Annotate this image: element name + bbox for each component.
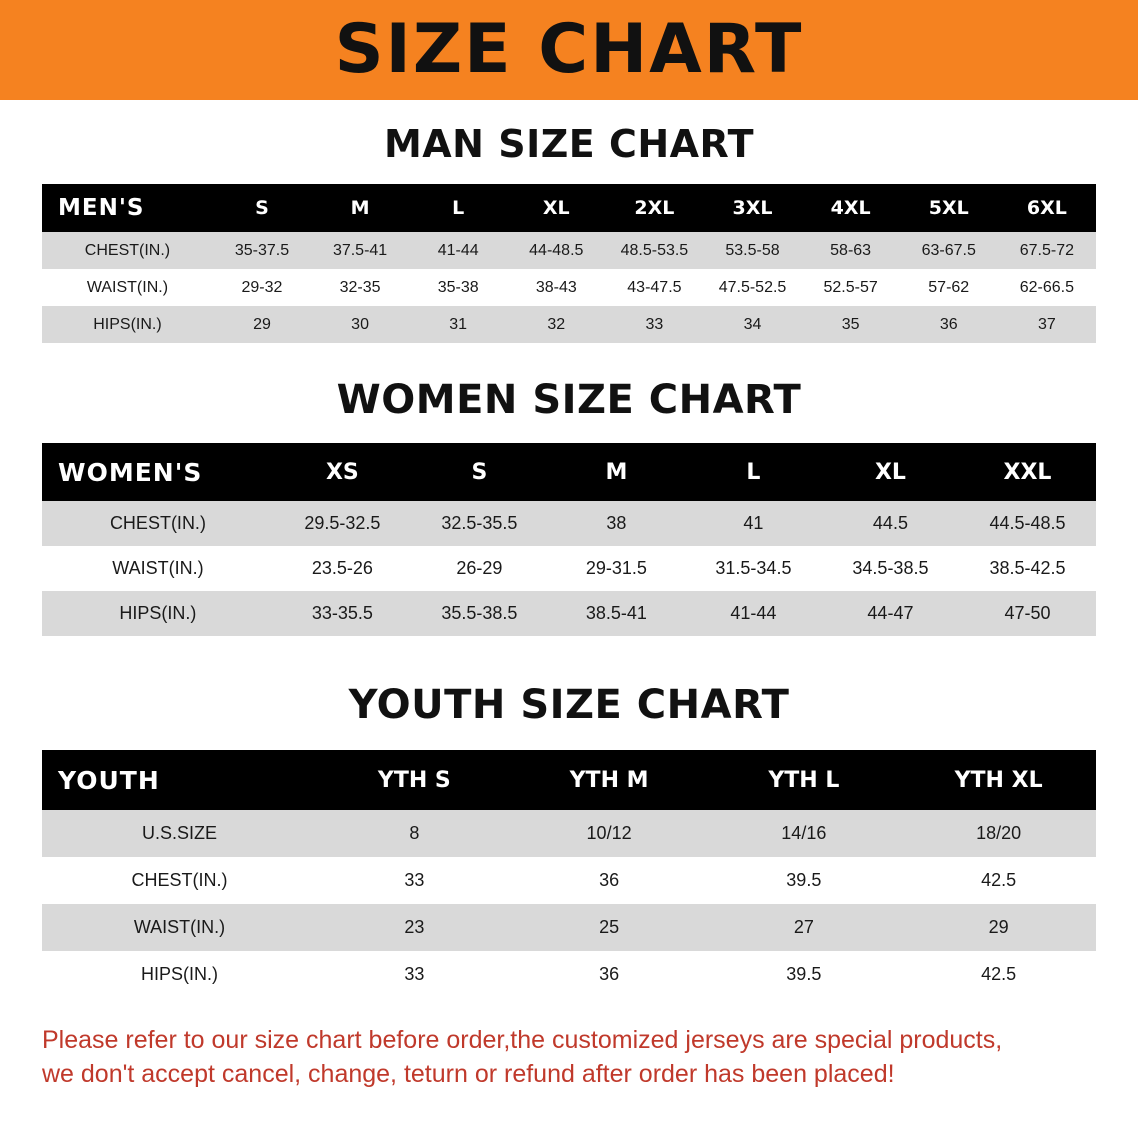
table-cell: 25 bbox=[512, 904, 707, 951]
table-row bbox=[42, 269, 1096, 306]
table-cell: 35.5-38.5 bbox=[411, 591, 548, 636]
women-section-title: WOMEN SIZE CHART bbox=[336, 377, 802, 423]
table-cell: 32 bbox=[507, 306, 605, 343]
row-label: WAIST(IN.) bbox=[42, 269, 213, 306]
women-size-table bbox=[42, 443, 1096, 636]
table-row bbox=[42, 857, 1096, 904]
row-label: U.S.SIZE bbox=[42, 810, 317, 857]
table-cell: 26-29 bbox=[411, 546, 548, 591]
man-size-table bbox=[42, 184, 1096, 343]
table-cell: 36 bbox=[900, 306, 998, 343]
table-cell: 36 bbox=[512, 857, 707, 904]
column-header: M bbox=[311, 184, 409, 232]
table-cell: 37 bbox=[998, 306, 1096, 343]
table-header-row bbox=[42, 184, 1096, 232]
table-cell: 63-67.5 bbox=[900, 232, 998, 269]
column-header: XXL bbox=[959, 443, 1096, 501]
column-header: S bbox=[411, 443, 548, 501]
man-section-title: MAN SIZE CHART bbox=[383, 122, 755, 166]
table-cell: 35 bbox=[802, 306, 900, 343]
banner bbox=[0, 0, 1138, 100]
table-cell: 44-47 bbox=[822, 591, 959, 636]
table-cell: 53.5-58 bbox=[703, 232, 801, 269]
column-header: 2XL bbox=[605, 184, 703, 232]
column-header: M bbox=[548, 443, 685, 501]
table-header-row bbox=[42, 443, 1096, 501]
table-cell: 41-44 bbox=[409, 232, 507, 269]
column-header: YTH XL bbox=[901, 750, 1096, 810]
table-cell: 36 bbox=[512, 951, 707, 998]
column-header: XS bbox=[274, 443, 411, 501]
row-label: HIPS(IN.) bbox=[42, 591, 274, 636]
column-header: XL bbox=[822, 443, 959, 501]
row-label: HIPS(IN.) bbox=[42, 306, 213, 343]
column-header: YTH L bbox=[706, 750, 901, 810]
table-cell: 44-48.5 bbox=[507, 232, 605, 269]
table-cell: 44.5 bbox=[822, 501, 959, 546]
table-cell: 42.5 bbox=[901, 857, 1096, 904]
youth-size-table-wrap bbox=[42, 750, 1096, 998]
table-cell: 47-50 bbox=[959, 591, 1096, 636]
column-header: S bbox=[213, 184, 311, 232]
table-cell: 29 bbox=[901, 904, 1096, 951]
table-cell: 8 bbox=[317, 810, 512, 857]
table-row bbox=[42, 951, 1096, 998]
table-cell: 29-32 bbox=[213, 269, 311, 306]
table-header-row bbox=[42, 750, 1096, 810]
table-cell: 38.5-42.5 bbox=[959, 546, 1096, 591]
column-header: YTH M bbox=[512, 750, 707, 810]
table-cell: 35-38 bbox=[409, 269, 507, 306]
column-header: XL bbox=[507, 184, 605, 232]
table-cell: 41-44 bbox=[685, 591, 822, 636]
table-cell: 34.5-38.5 bbox=[822, 546, 959, 591]
table-row bbox=[42, 810, 1096, 857]
women-size-table-wrap bbox=[42, 443, 1096, 636]
column-header: 4XL bbox=[802, 184, 900, 232]
column-header: WOMEN'S bbox=[42, 443, 274, 501]
row-label: CHEST(IN.) bbox=[42, 501, 274, 546]
row-label: WAIST(IN.) bbox=[42, 904, 317, 951]
row-label: HIPS(IN.) bbox=[42, 951, 317, 998]
column-header: YOUTH bbox=[42, 750, 317, 810]
man-size-table-wrap bbox=[42, 184, 1096, 343]
column-header: 5XL bbox=[900, 184, 998, 232]
table-cell: 42.5 bbox=[901, 951, 1096, 998]
table-row bbox=[42, 904, 1096, 951]
table-cell: 18/20 bbox=[901, 810, 1096, 857]
table-cell: 38.5-41 bbox=[548, 591, 685, 636]
table-cell: 31 bbox=[409, 306, 507, 343]
table-cell: 39.5 bbox=[706, 951, 901, 998]
table-cell: 47.5-52.5 bbox=[703, 269, 801, 306]
table-cell: 43-47.5 bbox=[605, 269, 703, 306]
table-cell: 23 bbox=[317, 904, 512, 951]
table-cell: 62-66.5 bbox=[998, 269, 1096, 306]
table-cell: 39.5 bbox=[706, 857, 901, 904]
table-cell: 32-35 bbox=[311, 269, 409, 306]
youth-section-title: YOUTH SIZE CHART bbox=[348, 682, 790, 728]
table-cell: 33-35.5 bbox=[274, 591, 411, 636]
disclaimer-line-1: Please refer to our size chart before order,the customized jerseys are special products, bbox=[42, 1026, 1003, 1054]
table-cell: 33 bbox=[317, 951, 512, 998]
table-cell: 29.5-32.5 bbox=[274, 501, 411, 546]
table-cell: 41 bbox=[685, 501, 822, 546]
table-cell: 58-63 bbox=[802, 232, 900, 269]
table-cell: 35-37.5 bbox=[213, 232, 311, 269]
column-header: 6XL bbox=[998, 184, 1096, 232]
disclaimer-note bbox=[42, 1024, 1096, 1092]
table-cell: 30 bbox=[311, 306, 409, 343]
column-header: MEN'S bbox=[42, 184, 213, 232]
table-cell: 37.5-41 bbox=[311, 232, 409, 269]
table-cell: 32.5-35.5 bbox=[411, 501, 548, 546]
table-cell: 27 bbox=[706, 904, 901, 951]
table-row bbox=[42, 591, 1096, 636]
disclaimer-line-2: we don't accept cancel, change, teturn or refund after order has been placed! bbox=[42, 1059, 895, 1088]
table-cell: 29-31.5 bbox=[548, 546, 685, 591]
column-header: L bbox=[685, 443, 822, 501]
row-label: CHEST(IN.) bbox=[42, 857, 317, 904]
table-cell: 67.5-72 bbox=[998, 232, 1096, 269]
row-label: CHEST(IN.) bbox=[42, 232, 213, 269]
table-cell: 23.5-26 bbox=[274, 546, 411, 591]
table-cell: 33 bbox=[317, 857, 512, 904]
table-cell: 29 bbox=[213, 306, 311, 343]
table-cell: 34 bbox=[703, 306, 801, 343]
column-header: L bbox=[409, 184, 507, 232]
youth-size-table bbox=[42, 750, 1096, 998]
column-header: 3XL bbox=[703, 184, 801, 232]
page-title: SIZE CHART bbox=[334, 10, 804, 89]
table-cell: 48.5-53.5 bbox=[605, 232, 703, 269]
table-cell: 14/16 bbox=[706, 810, 901, 857]
table-cell: 31.5-34.5 bbox=[685, 546, 822, 591]
row-label: WAIST(IN.) bbox=[42, 546, 274, 591]
table-cell: 38-43 bbox=[507, 269, 605, 306]
column-header: YTH S bbox=[317, 750, 512, 810]
table-cell: 38 bbox=[548, 501, 685, 546]
table-row bbox=[42, 306, 1096, 343]
table-row bbox=[42, 501, 1096, 546]
table-row bbox=[42, 232, 1096, 269]
table-cell: 52.5-57 bbox=[802, 269, 900, 306]
table-cell: 57-62 bbox=[900, 269, 998, 306]
table-cell: 44.5-48.5 bbox=[959, 501, 1096, 546]
table-cell: 10/12 bbox=[512, 810, 707, 857]
table-row bbox=[42, 546, 1096, 591]
table-cell: 33 bbox=[605, 306, 703, 343]
